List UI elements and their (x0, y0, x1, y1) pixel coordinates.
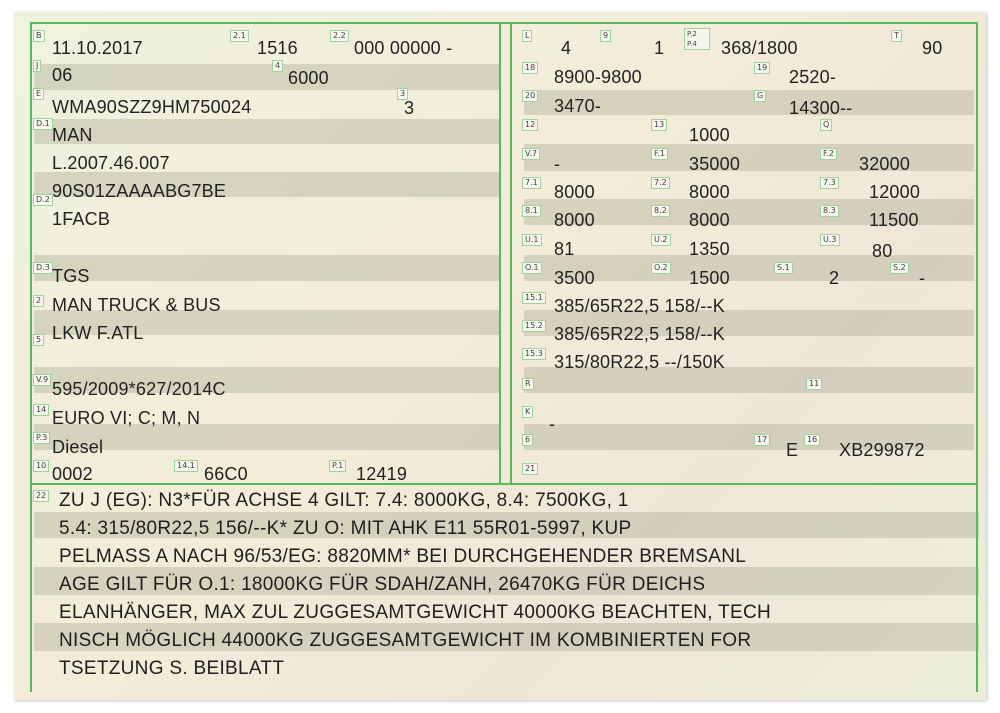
vin-check-digit: 3 (404, 98, 415, 118)
axle-load-permitted-1: 8000 (554, 210, 595, 230)
empty-mass: 14300-- (789, 98, 853, 118)
axle-load-permitted-2: 8000 (689, 210, 730, 230)
field-code: F.1 (651, 148, 668, 160)
field-code: S.2 (890, 262, 909, 274)
remark-line: TSETZUNG S. BEIBLATT (59, 658, 285, 679)
grid-line (510, 22, 512, 484)
field-code: 2 (33, 295, 44, 307)
width: 2520- (789, 67, 837, 87)
field-code: 6 (522, 434, 533, 446)
field-code: 22 (33, 490, 49, 502)
commercial-name: TGS (52, 266, 90, 286)
grid-line (30, 22, 978, 24)
trailer-load-unbraked: 1500 (689, 268, 730, 288)
engine-power: 368/1800 (721, 38, 798, 58)
vehicle-class: 06 (52, 65, 73, 85)
field-code: B (33, 30, 45, 42)
field-code: U.3 (820, 234, 840, 246)
field-code: V.7 (522, 148, 540, 160)
max-mass-technical: 35000 (689, 154, 741, 174)
field-code: J (33, 60, 41, 72)
field-code: 4 (272, 60, 283, 72)
type-variant: 1FACB (52, 209, 111, 229)
field-code: U.1 (522, 234, 542, 246)
make: MAN (52, 125, 93, 145)
type-approval-number: - (549, 414, 556, 434)
max-mass-permitted: 32000 (859, 154, 911, 174)
field-code: 19 (754, 62, 770, 74)
field-code: 7.3 (820, 177, 839, 189)
field-code: 16 (804, 434, 820, 446)
band (34, 64, 499, 90)
field-code: 21 (522, 463, 538, 475)
field-code: 13 (651, 119, 667, 131)
field-code: F.2 (820, 148, 837, 160)
grid-line (30, 483, 978, 485)
axle-load-permitted-3: 11500 (869, 210, 919, 230)
manufacturer-code: 1516 (257, 38, 298, 58)
field-code: 18 (522, 62, 538, 74)
axle-load-2: 8000 (689, 182, 730, 202)
field-code: 15.1 (522, 292, 546, 304)
emission-class: EURO VI; C; M, N (52, 408, 201, 428)
field-code: U.2 (651, 234, 671, 246)
field-code: 8.1 (522, 205, 541, 217)
operation-permit: E (786, 440, 799, 460)
field-code: 14.1 (174, 460, 198, 472)
field-code: 2.2 (330, 30, 349, 42)
remark-line: ELANHÄNGER, MAX ZUL ZUGGESAMTGEWICHT 40000KG BEACHTEN, TECH (59, 602, 772, 623)
manufacturer-name: MAN TRUCK & BUS (52, 295, 221, 315)
stationary-noise: 81 (554, 239, 575, 259)
field-code: D.1 (33, 118, 53, 130)
tyre-axle-3: 315/80R22,5 --/150K (554, 352, 725, 372)
length: 8900-9800 (554, 67, 642, 87)
body-type-code: 6000 (288, 68, 329, 88)
vehicle-category-text: LKW F.ATL (52, 323, 144, 343)
co2: - (554, 154, 561, 174)
field-code: D.3 (33, 262, 53, 274)
field-code: 5 (33, 334, 44, 346)
grid-line (30, 22, 32, 692)
field-code: 20 (522, 90, 538, 102)
field-code: K (522, 406, 533, 418)
field-code: G (754, 90, 766, 102)
field-code: T (891, 30, 902, 42)
field-code: 9 (600, 30, 611, 42)
field-code: P.3 (33, 432, 50, 444)
remark-line: AGE GILT FÜR O.1: 18000KG FÜR SDAH/ZANH, 26470KG FÜR DEICHS (59, 574, 706, 595)
field-code: 15.2 (522, 320, 546, 332)
vin: WMA90SZZ9HM750024 (52, 97, 252, 117)
field-code: P.2 P.4 (684, 28, 710, 50)
axle-count: 4 (561, 38, 572, 58)
emission-directive: 595/2009*627/2014C (52, 379, 226, 399)
remark-line: PELMASS A NACH 96/53/EG: 8820MM* BEI DURCHGEHENDER BREMSANL (59, 546, 747, 567)
standing-places: - (919, 268, 926, 288)
height: 3470- (554, 96, 602, 116)
type-code: 000 00000 - (354, 38, 453, 58)
field-code: O.2 (651, 262, 671, 274)
field-code: 8.3 (820, 205, 839, 217)
driven-axles: 1 (654, 38, 665, 58)
field-code: 3 (397, 88, 408, 100)
field-code: 14 (33, 404, 49, 416)
fuel-code: 0002 (52, 464, 93, 484)
field-code: R (522, 378, 534, 390)
field-code: Q (820, 119, 832, 131)
tyre-axle-2: 385/65R22,5 158/--K (554, 324, 725, 344)
engine-displacement: 12419 (356, 464, 408, 484)
tank-volume: 1000 (689, 125, 730, 145)
field-code: 17 (754, 434, 770, 446)
field-code: 11 (806, 378, 822, 390)
field-code: P.1 (329, 460, 346, 472)
field-code: 7.1 (522, 177, 541, 189)
field-code: O.1 (522, 262, 542, 274)
band (34, 255, 499, 281)
axle-load-3: 12000 (869, 182, 921, 202)
field-code: V.9 (33, 374, 51, 386)
document-number: XB299872 (839, 440, 925, 460)
fuel-type: Diesel (52, 437, 104, 457)
trailer-load-braked: 3500 (554, 268, 595, 288)
field-code: 2.1 (230, 30, 249, 42)
remark-line: NISCH MÖGLICH 44000KG ZUGGESAMTGEWICHT IM KOMBINIERTEN FOR (59, 630, 752, 651)
field-code: 12 (522, 119, 538, 131)
noise-rpm: 1350 (689, 239, 730, 259)
max-speed: 90 (922, 38, 943, 58)
field-code: 8.2 (651, 205, 670, 217)
emission-code: 66C0 (204, 464, 248, 484)
remark-line: ZU J (EG): N3*FÜR ACHSE 4 GILT: 7.4: 8000KG, 8.4: 7500KG, 1 (59, 490, 629, 511)
tyre-axle-1: 385/65R22,5 158/--K (554, 296, 725, 316)
grid-line (499, 22, 501, 484)
field-code: 10 (33, 460, 49, 472)
type-variant: 90S01ZAAAABG7BE (52, 181, 227, 201)
remark-line: 5.4: 315/80R22,5 156/--K* ZU O: MIT AHK E11 55R01-5997, KUP (59, 518, 632, 539)
registration-document (14, 12, 986, 700)
grid-line (976, 22, 978, 692)
field-code: E (33, 88, 44, 100)
field-code: L (522, 30, 532, 42)
band (34, 119, 499, 144)
drive-by-noise: 80 (872, 241, 893, 261)
type-variant: L.2007.46.007 (52, 153, 170, 173)
field-code: 7.2 (651, 177, 670, 189)
field-code: D.2 (33, 194, 53, 206)
field-code: 15.3 (522, 348, 546, 360)
first-registration-date: 11.10.2017 (52, 38, 143, 58)
field-code: S.1 (774, 262, 793, 274)
axle-load-1: 8000 (554, 182, 595, 202)
seats: 2 (829, 268, 840, 288)
